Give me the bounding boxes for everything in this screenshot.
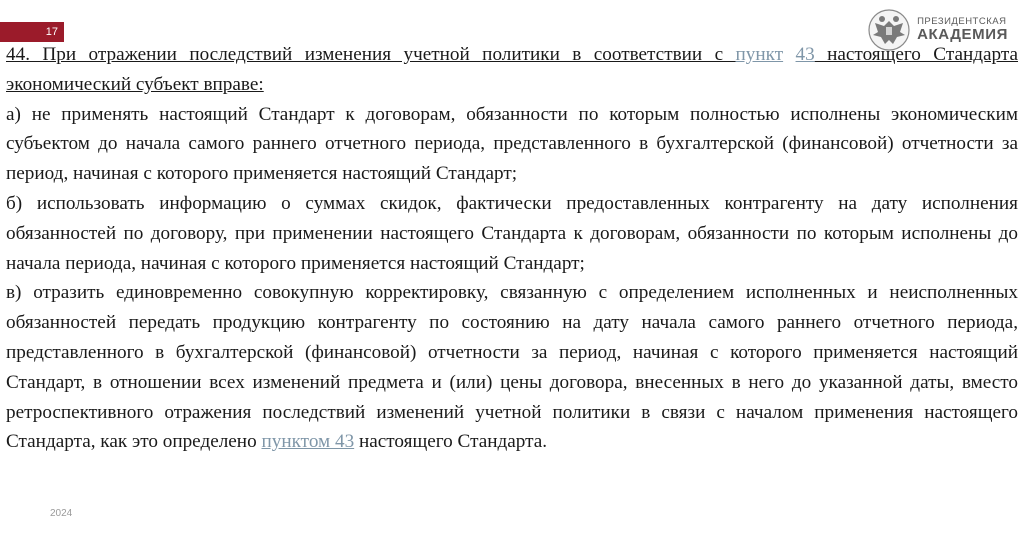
logo-line-2: АКАДЕМИЯ [917,26,1008,44]
paragraph-43-link[interactable]: пункт [735,44,784,65]
item-c [6,278,1018,457]
paragraph-44 [6,40,1018,100]
item-a: а) не применять настоящий Стандарт к договорам, обязанности по которым полностью исполнены экономическим субъектом до начала самого раннего отчетного периода, представленного в бухгалтерской (финансовой) отчетности за период, начиная с которого применяется настоящий Стандарт; [6,103,1018,185]
slide-number-badge [0,22,64,42]
slide-number: 17 [45,26,58,38]
paragraph-44-heading-end: настоящего Стандарта экономический субъект вправе: [6,44,1019,95]
item-c-end: настоящего Стандарта. [354,431,548,453]
paragraph-43-link-number[interactable]: 43 [795,44,815,65]
document-body [6,40,1018,457]
item-c-text: в) отразить единовременно совокупную корректировку, связанную с определением исполненных и неисполненных обязанностей передать продукцию контрагенту по состоянию на дату начала самого раннего отчетного периода, представленного в бухгалтерской (финансовой) отчетности за период, начиная с которого применяется настоящий Стандарт, в отношении всех изменений предмета и (или) цены договора, внесенных в него до указанной даты, вместо ретроспективного отражения последствий изменений учетной политики в связи с началом применения настоящего Стандарта, как это определено [6,282,1018,453]
paragraph-43-link-bottom[interactable]: пунктом 43 [261,431,355,453]
logo-line-1: ПРЕЗИДЕНТСКАЯ [917,16,1007,28]
footer-year: 2024 [50,508,73,519]
paragraph-44-heading: 44. При отражении последствий изменения учетной политики в соответствии с [6,44,736,65]
item-b: б) использовать информацию о суммах скидок, фактически предоставленных контрагенту на дату исполнения обязанностей по договору, при применении настоящего Стандарта к договорам, обязанности по которым исполнены до начала периода, начиная с которого применяется настоящий Стандарт; [6,192,1018,274]
